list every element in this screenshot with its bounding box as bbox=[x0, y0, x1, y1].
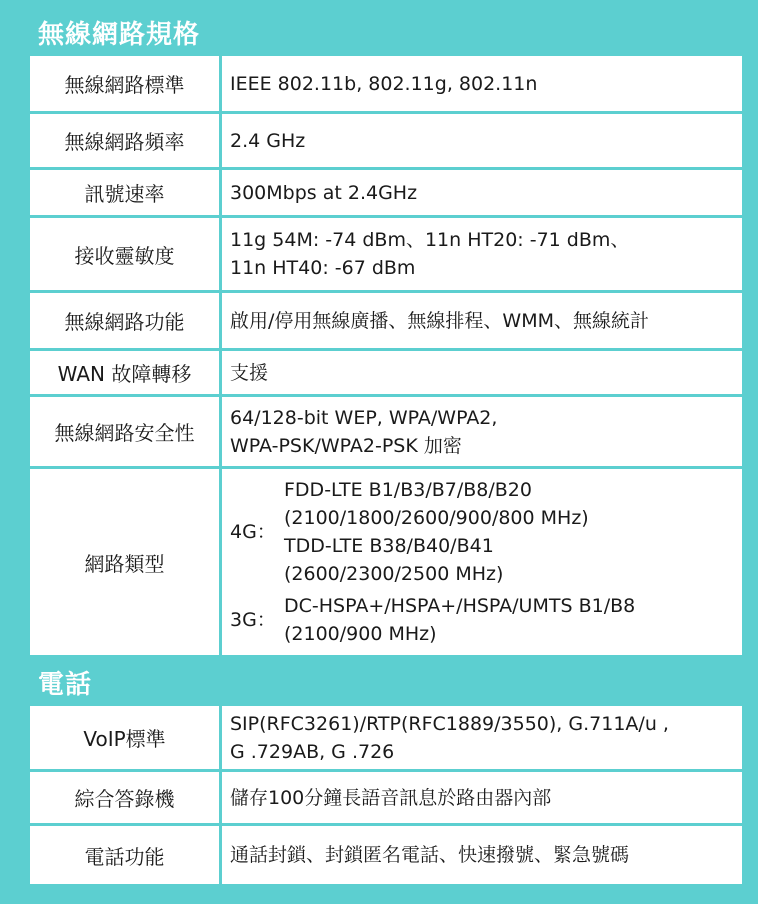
network-line: FDD-LTE B1/B3/B7/B8/B20 bbox=[284, 479, 532, 501]
spec-value bbox=[222, 826, 742, 884]
phone-spec-table bbox=[30, 706, 742, 884]
spec-value-line: 300Mbps at 2.4GHz bbox=[230, 181, 418, 204]
spec-value bbox=[222, 772, 742, 823]
spec-label: WAN 故障轉移 bbox=[30, 351, 222, 394]
spec-value bbox=[222, 706, 742, 769]
network-line: (2100/1800/2600/900/800 MHz) bbox=[284, 507, 589, 529]
spec-value bbox=[222, 397, 742, 466]
spec-value-line: G .729AB, G .726 bbox=[230, 740, 395, 763]
spec-row-functions bbox=[30, 293, 742, 351]
network-group-3g bbox=[230, 592, 734, 648]
spec-value bbox=[222, 170, 742, 215]
network-groups bbox=[230, 468, 734, 656]
spec-label: 接收靈敏度 bbox=[30, 218, 222, 290]
spec-label: 電話功能 bbox=[30, 826, 222, 884]
spec-value bbox=[222, 351, 742, 394]
spec-label: 無線網路功能 bbox=[30, 293, 222, 348]
network-group-4g bbox=[230, 476, 734, 588]
spec-value-line: 儲存100分鐘長語音訊息於路由器內部 bbox=[230, 786, 552, 809]
spec-label: 綜合答錄機 bbox=[30, 772, 222, 823]
spec-value-line: 支援 bbox=[230, 361, 269, 384]
network-line: DC-HSPA+/HSPA+/HSPA/UMTS B1/B8 bbox=[284, 595, 636, 617]
spec-value-line: WPA-PSK/WPA2-PSK 加密 bbox=[230, 434, 462, 457]
spec-value bbox=[222, 293, 742, 348]
spec-value-line: SIP(RFC3261)/RTP(RFC1889/3550), G.711A/u , bbox=[230, 712, 669, 735]
phone-row-functions bbox=[30, 826, 742, 884]
spec-label: 無線網路安全性 bbox=[30, 397, 222, 466]
spec-value-line: 啟用/停用無線廣播、無線排程、WMM、無線統計 bbox=[230, 309, 649, 332]
spec-row-sensitivity bbox=[30, 218, 742, 293]
phone-section-title: 電話 bbox=[38, 670, 93, 700]
network-line: TDD-LTE B38/B40/B41 bbox=[284, 535, 494, 557]
spec-value-line: 2.4 GHz bbox=[230, 129, 306, 152]
network-line: (2100/900 MHz) bbox=[284, 623, 437, 645]
phone-row-voip bbox=[30, 706, 742, 772]
spec-label: VoIP標準 bbox=[30, 706, 222, 769]
spec-row-wan-failover bbox=[30, 351, 742, 397]
spec-value bbox=[222, 218, 742, 290]
spec-row-frequency bbox=[30, 114, 742, 170]
spec-value-line: 64/128-bit WEP, WPA/WPA2, bbox=[230, 406, 498, 429]
network-lines bbox=[284, 592, 635, 648]
network-tag: 4G： bbox=[230, 521, 276, 543]
phone-row-answering bbox=[30, 772, 742, 826]
wireless-section-title: 無線網路規格 bbox=[38, 20, 201, 50]
spec-value bbox=[222, 56, 742, 111]
spec-row-security bbox=[30, 397, 742, 469]
wireless-spec-table bbox=[30, 56, 742, 655]
spec-value-line: 11n HT40: -67 dBm bbox=[230, 257, 416, 279]
spec-value bbox=[222, 469, 742, 655]
spec-label: 訊號速率 bbox=[30, 170, 222, 215]
network-line: (2600/2300/2500 MHz) bbox=[284, 563, 504, 585]
spec-label: 網路類型 bbox=[30, 469, 222, 655]
spec-row-signal-rate bbox=[30, 170, 742, 218]
spec-row-network-type bbox=[30, 469, 742, 655]
spec-value bbox=[222, 114, 742, 167]
spec-value-line: 通話封鎖、封鎖匿名電話、快速撥號、緊急號碼 bbox=[230, 844, 630, 866]
spec-value-line: 11g 54M: -74 dBm、11n HT20: -71 dBm、 bbox=[230, 229, 630, 251]
spec-row-standard bbox=[30, 56, 742, 114]
network-tag: 3G： bbox=[230, 609, 276, 631]
network-lines bbox=[284, 476, 589, 588]
spec-value-line: IEEE 802.11b, 802.11g, 802.11n bbox=[230, 72, 538, 95]
spec-label: 無線網路頻率 bbox=[30, 114, 222, 167]
spec-label: 無線網路標準 bbox=[30, 56, 222, 111]
